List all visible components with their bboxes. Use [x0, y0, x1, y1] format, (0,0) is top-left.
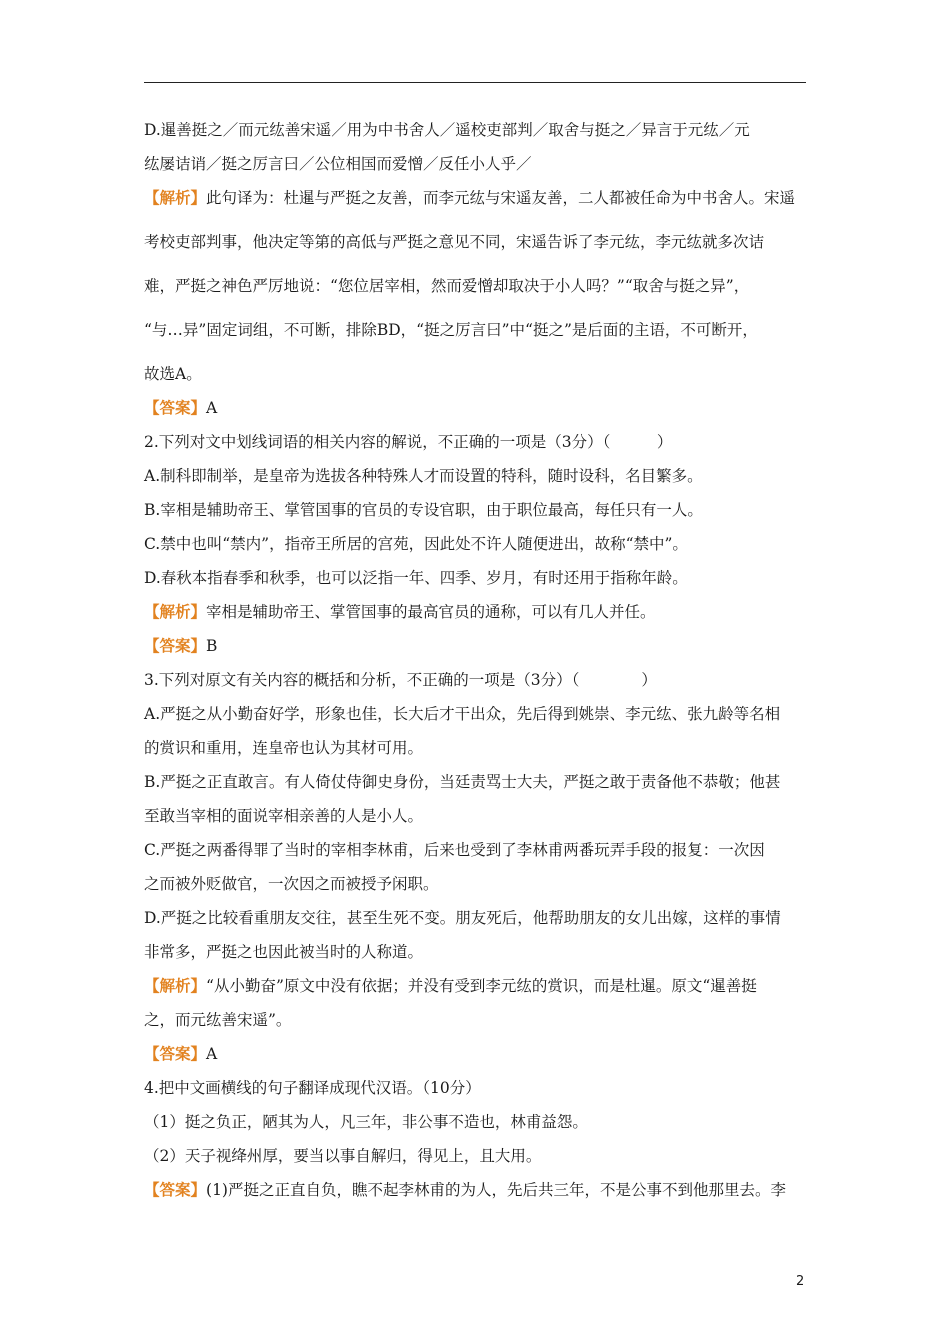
header-rule — [144, 82, 806, 83]
answer-label: 【答案】 — [144, 1180, 207, 1199]
q3-option-c-line2: 之而被外贬做官，一次因之而被授予闲职。 — [144, 875, 439, 893]
q1-analysis-line: 故选A。 — [144, 365, 202, 383]
q1-analysis-line: 考校吏部判事，他决定等第的高低与严挺之意见不同，宋遥告诉了李元纮，李元纮就多次诘 — [144, 233, 765, 251]
q2-option: D.春秋本指春季和秋季，也可以泛指一年、四季、岁月，有时还用于指称年龄。 — [144, 569, 688, 587]
q2-option: C.禁中也叫“禁内”，指帝王所居的宫苑，因此处不许人随便进出，故称“禁中”。 — [144, 535, 688, 553]
q4-item: （1）挺之负正，陋其为人，凡三年，非公事不造也，林甫益怨。 — [144, 1113, 588, 1131]
q3-option-c-line1: C.严挺之两番得罪了当时的宰相李林甫，后来也受到了李林甫两番玩弄手段的报复：一次因 — [144, 841, 765, 859]
answer-label: 【答案】 — [144, 398, 207, 417]
q3-option-b-line1: B.严挺之正直敢言。有人倚仗侍御史身份，当廷责骂士大夫，严挺之敢于责备他不恭敬；他甚 — [144, 773, 781, 791]
q3-analysis-line: 【解析】“从小勤奋”原文中没有依据；并没有受到李元纮的赏识，而是杜暹。原文“暹善挺 — [144, 976, 757, 995]
q4-answer: 【答案】(1)严挺之正直自负，瞧不起李林甫的为人，先后共三年，不是公事不到他那里去。李 — [144, 1180, 786, 1199]
analysis-label: 【解析】 — [144, 976, 207, 995]
q3-option-b-line2: 至敢当宰相的面说宰相亲善的人是小人。 — [144, 807, 424, 825]
q3-option-d-line1: D.严挺之比较看重朋友交往，甚至生死不变。朋友死后，他帮助朋友的女儿出嫁，这样的事情 — [144, 909, 781, 927]
q1-analysis-line: “与…异”固定词组，不可断，排除BD，“挺之厉言曰”中“挺之”是后面的主语，不可断开， — [144, 321, 758, 339]
q1-analysis-line: 【解析】此句译为：杜暹与严挺之友善，而李元纮与宋遥友善，二人都被任命为中书舍人。宋遥 — [144, 188, 796, 207]
q1-option-d-line1: D.暹善挺之／而元纮善宋遥／用为中书舍人／遥校吏部判／取舍与挺之／异言于元纮／元 — [144, 121, 750, 139]
q2-stem: 2.下列对文中划线词语的相关内容的解说，不正确的一项是（3分）（ ） — [144, 433, 673, 451]
q3-option-d-line2: 非常多，严挺之也因此被当时的人称道。 — [144, 943, 424, 961]
q4-item: （2）天子视绛州厚，要当以事自解归，得见上，且大用。 — [144, 1147, 542, 1165]
q3-option-a-line2: 的赏识和重用，连皇帝也认为其材可用。 — [144, 739, 424, 757]
q2-option: A.制科即制举，是皇帝为选拔各种特殊人才而设置的特科，随时设科，名目繁多。 — [144, 467, 703, 485]
q3-option-a-line1: A.严挺之从小勤奋好学，形象也佳，长大后才干出众，先后得到姚崇、李元纮、张九龄等名相 — [144, 705, 781, 723]
page-number: 2 — [796, 1274, 805, 1289]
q1-option-d-line2: 纮屡诘诮／挺之厉言曰／公位相国而爱憎／反任小人乎／ — [144, 155, 532, 173]
q2-option: B.宰相是辅助帝王、掌管国事的官员的专设官职，由于职位最高，每任只有一人。 — [144, 501, 703, 519]
q3-answer: 【答案】A — [144, 1044, 218, 1063]
q1-analysis-line: 难，严挺之神色严厉地说：“您位居宰相，然而爱憎却取决于小人吗？”“取舍与挺之异”， — [144, 277, 750, 295]
q2-analysis: 【解析】宰相是辅助帝王、掌管国事的最高官员的通称，可以有几人并任。 — [144, 602, 656, 621]
analysis-label: 【解析】 — [144, 188, 207, 207]
answer-label: 【答案】 — [144, 1044, 207, 1063]
q3-analysis-line: 之，而元纮善宋遥”。 — [144, 1011, 292, 1029]
q4-stem: 4.把中文画横线的句子翻译成现代汉语。（10分） — [144, 1079, 481, 1097]
page-content — [144, 118, 814, 1212]
analysis-label: 【解析】 — [144, 602, 207, 621]
q1-answer: 【答案】A — [144, 398, 218, 417]
q2-answer: 【答案】B — [144, 636, 218, 655]
answer-label: 【答案】 — [144, 636, 207, 655]
q3-stem: 3.下列对原文有关内容的概括和分析，不正确的一项是（3分）（ ） — [144, 671, 657, 689]
